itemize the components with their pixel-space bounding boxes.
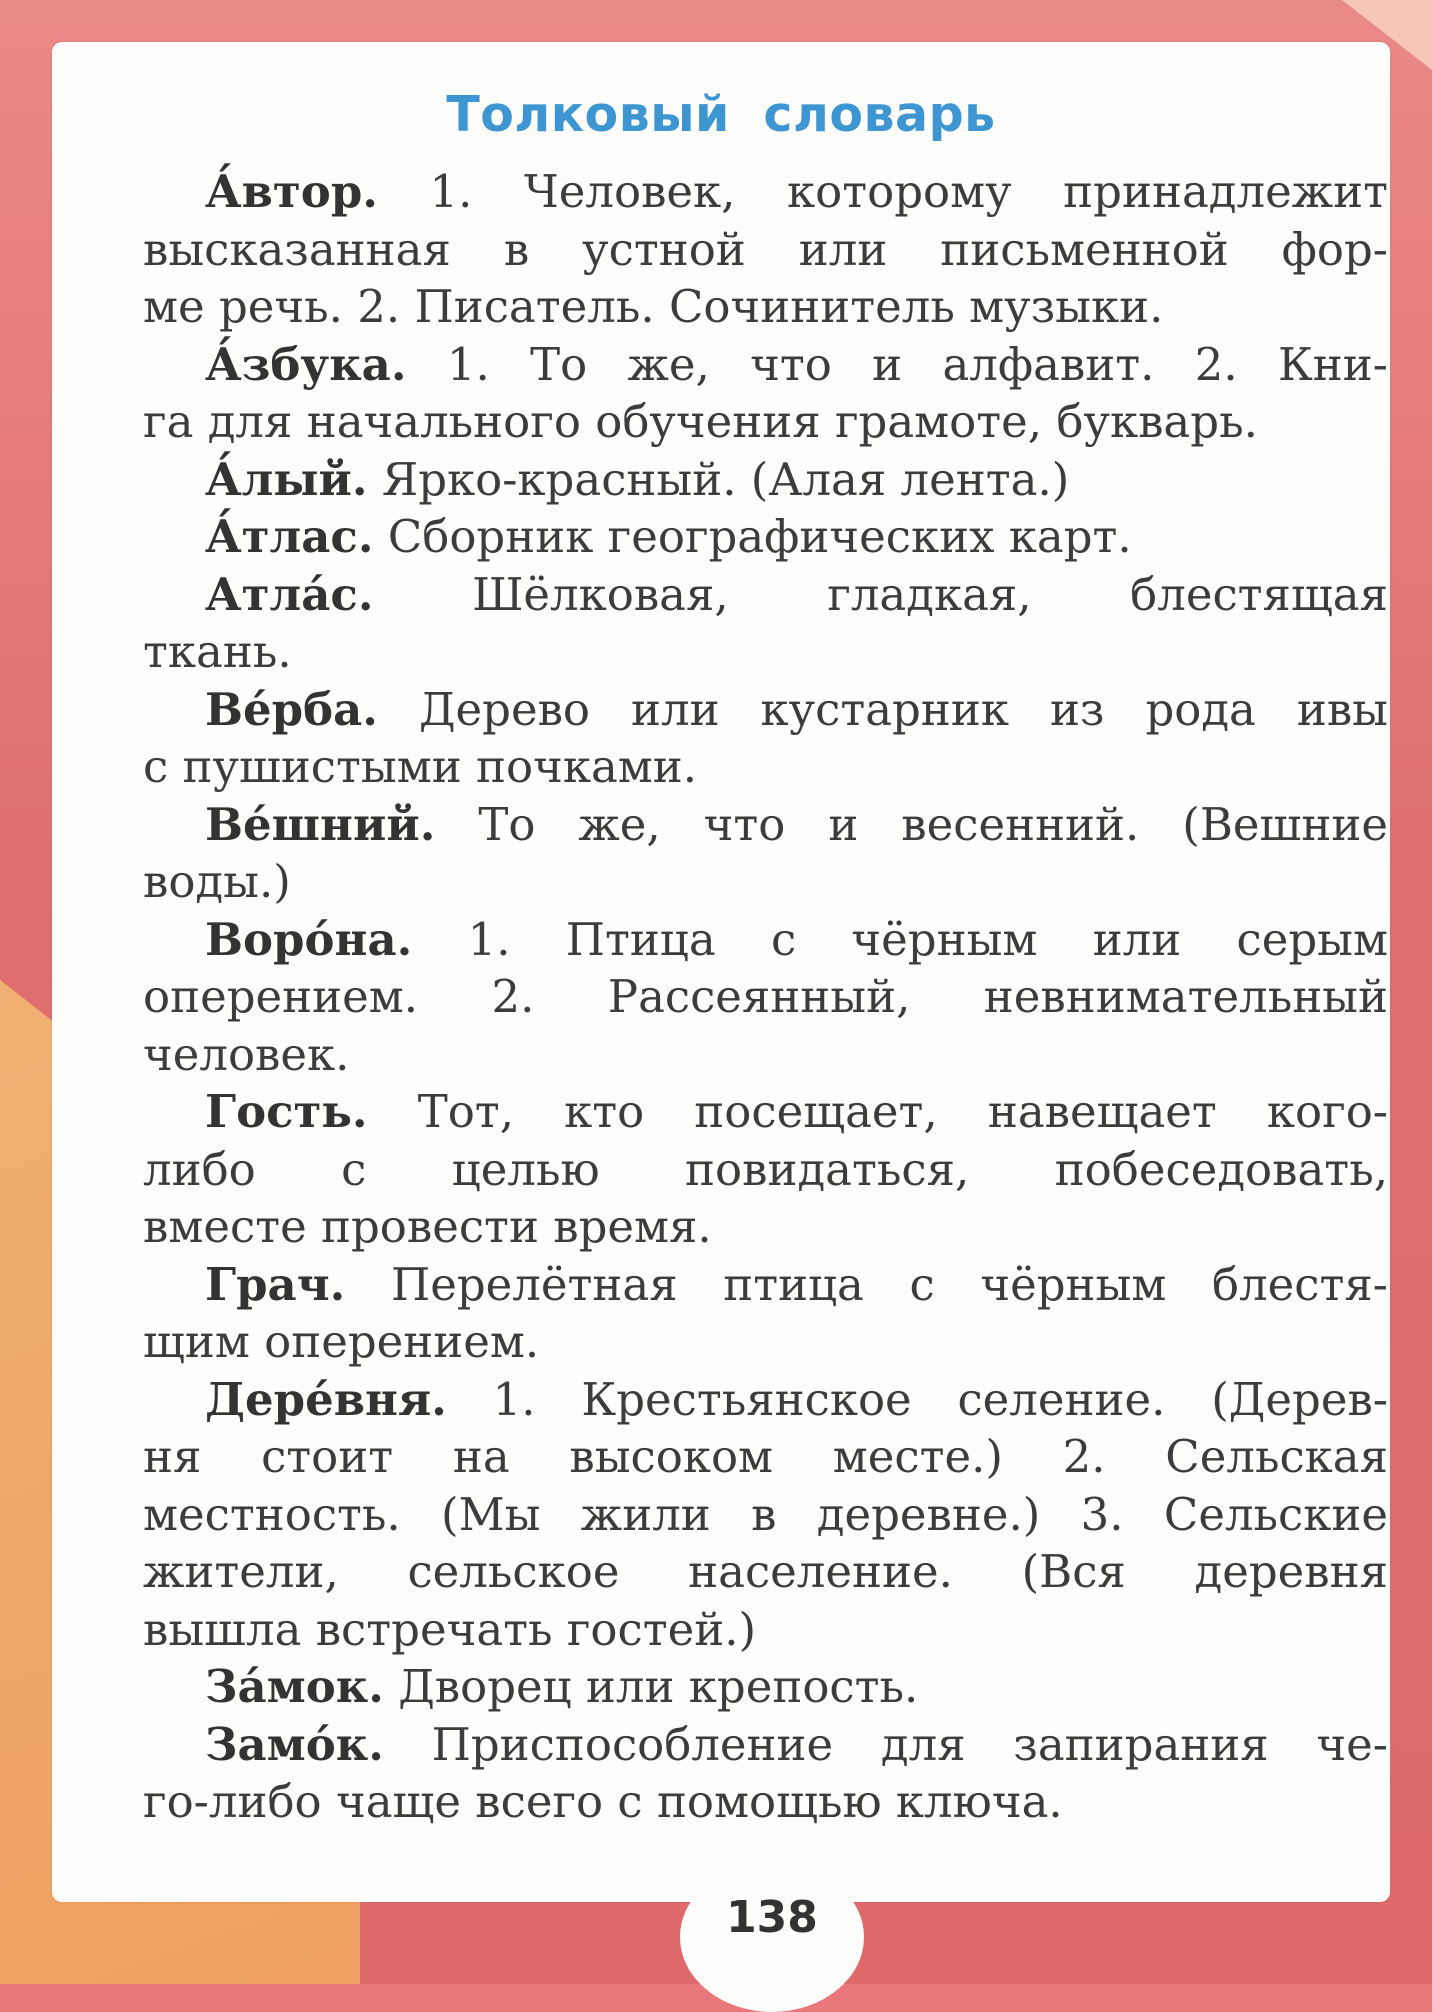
entry-definition-text: либо с целью повидаться, побеседовать, (143, 1142, 1388, 1196)
entry-headword: Грач. (205, 1257, 346, 1311)
entry-definition-text: щим оперением. (143, 1315, 540, 1368)
entry-definition-text: оперением. 2. Рассеянный, невнимательный (143, 970, 1388, 1023)
entry-definition-text: жители, сельское население. (Вся деревня (143, 1545, 1388, 1598)
dictionary-entry (143, 336, 1388, 451)
entry-headword: Воро́на. (205, 912, 413, 966)
entry-line (143, 623, 1388, 681)
entry-headword: Гость. (205, 1085, 368, 1138)
page-title: Толковый словарь (446, 86, 996, 143)
entry-line (143, 451, 1388, 509)
entry-line (143, 1313, 1388, 1371)
entry-definition-text: ткань. (143, 625, 292, 678)
entry-definition-text: Дерево или кустарник из рода ивы (418, 682, 1388, 736)
entry-line (143, 681, 1388, 739)
dictionary-entry (143, 1716, 1388, 1831)
entry-definition-text: 1. То же, что и алфавит. 2. Кни- (446, 337, 1388, 391)
entry-line (143, 853, 1388, 911)
entry-definition-text: с пушистыми почками. (143, 740, 698, 793)
entry-definition-text: вместе провести время. (143, 1200, 712, 1253)
entry-line (143, 1773, 1388, 1831)
entry-definition-text: 1. Человек, которому принадлежит (429, 165, 1388, 218)
entry-line (143, 566, 1388, 624)
page-number-badge (680, 1862, 864, 2012)
entry-line (143, 336, 1388, 394)
entry-headword: Атла́с. (205, 567, 374, 621)
entry-line (143, 1026, 1388, 1084)
entry-line (143, 278, 1388, 336)
entry-definition-text: га для начального обучения грамоте, букварь. (143, 395, 1258, 448)
dictionary-entry (143, 681, 1388, 796)
entry-line (143, 796, 1388, 854)
entry-line (143, 911, 1388, 969)
dictionary-entry (143, 1256, 1388, 1371)
dictionary-entry (143, 163, 1388, 336)
entry-headword: А́лый. (205, 452, 368, 506)
entry-line (143, 1256, 1388, 1314)
entry-line (143, 393, 1388, 451)
entry-definition-text: Шёлковая, гладкая, блестящая (472, 567, 1388, 621)
entry-line (143, 1658, 1388, 1716)
dictionary-entry (143, 796, 1388, 911)
entry-line (143, 163, 1388, 221)
entry-headword: Ве́рба. (205, 682, 378, 736)
entry-definition-text: вышла встречать гостей.) (143, 1602, 757, 1656)
entry-line (143, 1486, 1388, 1544)
page-number: 138 (726, 1892, 818, 1943)
dictionary-entry (143, 1658, 1388, 1716)
entry-definition-text: высказанная в устной или письменной фор- (143, 222, 1388, 276)
entry-line (143, 968, 1388, 1026)
entry-headword: За́мок. (205, 1660, 384, 1713)
entry-line (143, 1198, 1388, 1256)
entry-definition-text: Ярко-красный. (Алая лента.) (381, 452, 1070, 506)
entry-line (143, 1371, 1388, 1429)
entry-line (143, 1543, 1388, 1601)
entry-headword: А́втор. (205, 165, 378, 218)
entry-line (143, 1601, 1388, 1659)
entry-headword: Дере́вня. (205, 1372, 447, 1426)
entry-definition-text: Приспособление для запирания че- (431, 1717, 1388, 1771)
dictionary-entry (143, 1083, 1388, 1256)
entry-line (143, 738, 1388, 796)
entry-definition-text: ня стоит на высоком месте.) 2. Сельская (143, 1430, 1388, 1483)
entry-line (143, 1141, 1388, 1199)
entry-headword: А́збука. (205, 337, 407, 391)
dictionary-entry (143, 508, 1388, 566)
entry-headword: А́тлас. (205, 510, 374, 563)
entry-definition-text: ме речь. 2. Писатель. Сочинитель музыки. (143, 280, 1164, 333)
entry-definition-text: го-либо чаще всего с помощью ключа. (143, 1775, 1063, 1828)
entry-definition-text: Дворец или крепость. (398, 1660, 919, 1713)
entry-definition-text: человек. (143, 1027, 350, 1081)
entry-definition-text: Перелётная птица с чёрным блестя- (390, 1257, 1389, 1311)
entry-headword: Ве́шний. (205, 797, 436, 851)
entry-line (143, 1083, 1388, 1141)
entry-line (143, 221, 1388, 279)
dictionary-entry (143, 451, 1388, 509)
entry-line (143, 1428, 1388, 1486)
entry-definition-text: Сборник географических карт. (387, 510, 1132, 563)
entry-line (143, 1716, 1388, 1774)
dictionary-entry (143, 911, 1388, 1084)
dictionary-entry (143, 566, 1388, 681)
dictionary-entry (143, 1371, 1388, 1659)
entry-definition-text: воды.) (143, 855, 291, 908)
entry-definition-text: То же, что и весенний. (Вешние (478, 797, 1388, 851)
entry-definition-text: местность. (Мы жили в деревне.) 3. Сельские (143, 1487, 1388, 1541)
entry-definition-text: Тот, кто посещает, навещает кого- (417, 1085, 1388, 1138)
entry-definition-text: 1. Крестьянское селение. (Дерев- (492, 1372, 1388, 1426)
dictionary-page (52, 42, 1390, 1902)
entry-line (143, 508, 1388, 566)
dictionary-entries (143, 163, 1388, 1831)
entry-headword: Замо́к. (205, 1717, 384, 1771)
entry-definition-text: 1. Птица с чёрным или серым (467, 912, 1388, 966)
